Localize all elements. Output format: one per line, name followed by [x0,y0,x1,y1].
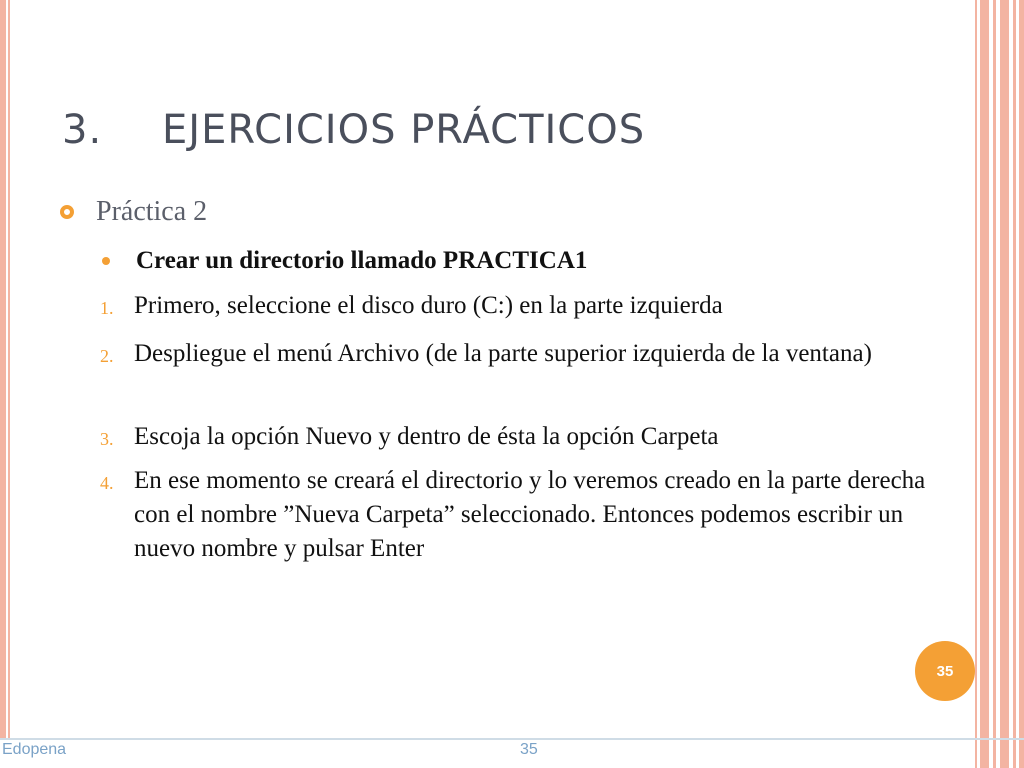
right-border-line [1013,0,1016,768]
footer-divider [0,738,1024,740]
list-item [100,420,954,456]
ring-bullet-icon [60,205,74,219]
list-item [100,289,954,325]
list-item [100,337,954,373]
right-border-band [980,0,989,768]
list-number: 4. [100,473,114,493]
left-border-stripe [0,0,6,738]
right-border-edge [1019,0,1024,768]
list-number: 2. [100,346,114,366]
footer-page-number: 35 [520,741,538,758]
right-border-line [993,0,996,768]
bullet-text: Crear un directorio llamado PRACTICA1 [136,247,588,274]
list-text: Escoja la opción Nuevo y dentro de ésta la opción Carpeta [134,423,719,450]
title-text: EJERCICIOS PRÁCTICOS [162,107,646,153]
right-border-line [975,0,977,768]
list-text: En ese momento se creará el directorio y lo veremos creado en la parte derecha con el nombre ”Nueva Carpeta” seleccionado. Entonces podemos escribir un nuevo nombre y pulsar Enter [134,467,926,562]
left-border-thin-stripe [8,0,10,738]
list-number: 3. [100,429,114,449]
dot-bullet-icon [102,257,110,265]
page-number-badge: 35 [915,641,975,701]
title-number: 3. [62,107,103,153]
section-heading-text: Práctica 2 [96,196,208,227]
list-text: Despliegue el menú Archivo (de la parte superior izquierda de la ventana) [134,340,872,367]
section-heading [60,192,207,232]
slide-title [62,100,962,160]
footer-author: Edopena [2,741,67,758]
list-text: Primero, seleccione el disco duro (C:) en la parte izquierda [134,292,723,319]
list-item [100,464,954,566]
list-number: 1. [100,298,114,318]
bullet-item [100,244,956,278]
right-border-band [1000,0,1009,768]
